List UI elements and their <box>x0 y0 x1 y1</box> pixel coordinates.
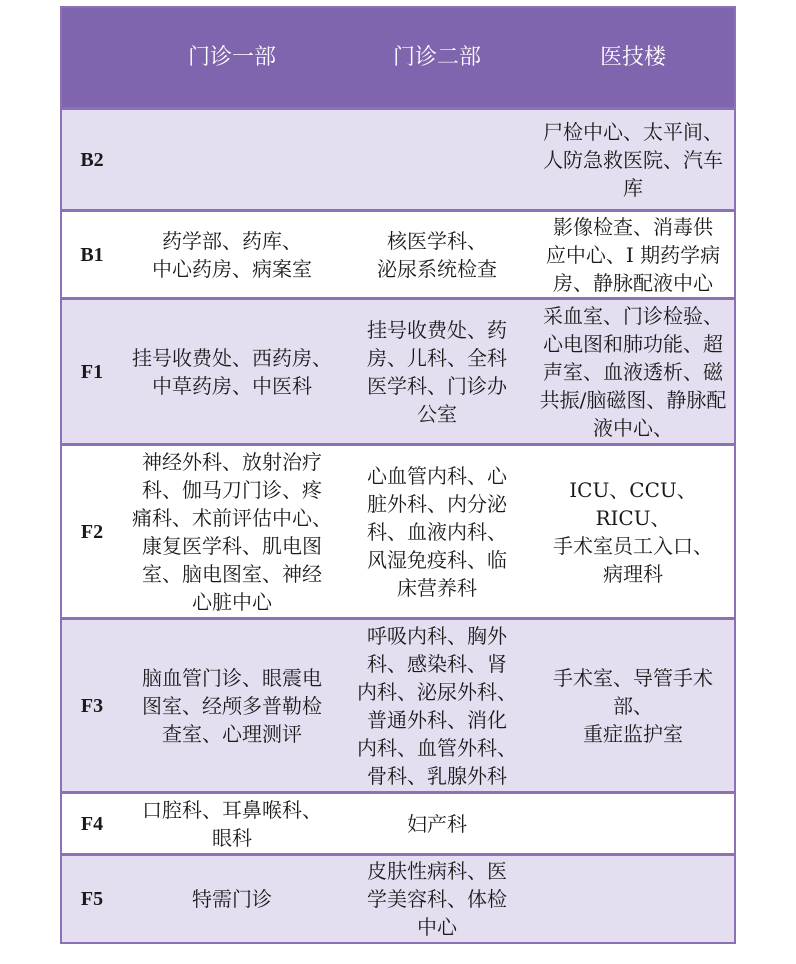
floor-label: B1 <box>80 243 104 266</box>
floor-label: F2 <box>80 520 104 543</box>
table-cell <box>532 794 734 853</box>
table-header-row <box>62 8 734 110</box>
table-cell: 挂号收费处、西药房、 中草药房、中医科 <box>132 345 332 398</box>
floor-label: F1 <box>80 360 104 383</box>
table-row-f4 <box>62 794 734 856</box>
floor-label: F5 <box>80 888 104 910</box>
table-cell: 神经外科、放射治疗 科、伽马刀门诊、疼 痛科、术前评估中心、 康复医学科、肌电图 室、脑电图室、神经 心脏中心 <box>132 449 332 614</box>
table-cell <box>342 110 532 209</box>
table-row-f1 <box>62 300 734 446</box>
header-outpatient-2: 门诊二部 <box>392 44 481 70</box>
table-cell: 挂号收费处、药 房、儿科、全科 医学科、门诊办 公室 <box>367 317 507 426</box>
table-cell <box>122 110 342 209</box>
table-cell: 采血室、门诊检验、 心电图和肺功能、超 声室、血液透析、磁 共振/脑磁图、静脉配 液中心、 <box>539 303 727 440</box>
table-cell: ICU、CCU、RICU、 手术室员工入口、 病理科 <box>553 477 713 586</box>
table-cell: 尸检中心、太平间、 人防急救医院、汽车 库 <box>543 119 723 200</box>
table-cell: 手术室、导管手术部、 重症监护室 <box>553 665 713 746</box>
floor-label: F3 <box>80 694 104 717</box>
table-cell: 妇产科 <box>407 811 467 836</box>
header-floor <box>62 8 122 107</box>
header-medical-tech-building: 医技楼 <box>599 44 666 70</box>
table-cell: 呼吸内科、胸外 科、感染科、肾 内科、泌尿外科、 普通外科、消化 内科、血管外科、 骨科、乳腺外科 <box>357 623 517 788</box>
table-cell: 药学部、药库、 中心药房、病案室 <box>152 228 312 281</box>
table-cell: 皮肤性病科、医 学美容科、体检 中心 <box>367 859 507 939</box>
table-cell: 口腔科、耳鼻喉科、 眼科 <box>142 797 322 850</box>
table-row-b2 <box>62 110 734 212</box>
floor-directory-table <box>60 6 736 944</box>
table-cell: 特需门诊 <box>192 887 272 911</box>
floor-label: B2 <box>80 148 104 171</box>
floor-label: F4 <box>80 812 104 835</box>
table-cell: 影像检查、消毒供 应中心、I 期药学病 房、静脉配液中心 <box>545 214 721 295</box>
table-row-f2 <box>62 446 734 620</box>
table-row-b1 <box>62 212 734 300</box>
table-cell: 心血管内科、心 脏外科、内分泌 科、血液内科、 风湿免疫科、临 床营养科 <box>367 463 507 600</box>
table-row-f3 <box>62 620 734 794</box>
table-cell: 核医学科、 泌尿系统检查 <box>377 228 497 281</box>
table-cell <box>532 856 734 942</box>
table-row-f5 <box>62 856 734 942</box>
header-outpatient-1: 门诊一部 <box>187 44 276 70</box>
table-cell: 脑血管门诊、眼震电 图室、经颅多普勒检 查室、心理测评 <box>142 665 322 746</box>
